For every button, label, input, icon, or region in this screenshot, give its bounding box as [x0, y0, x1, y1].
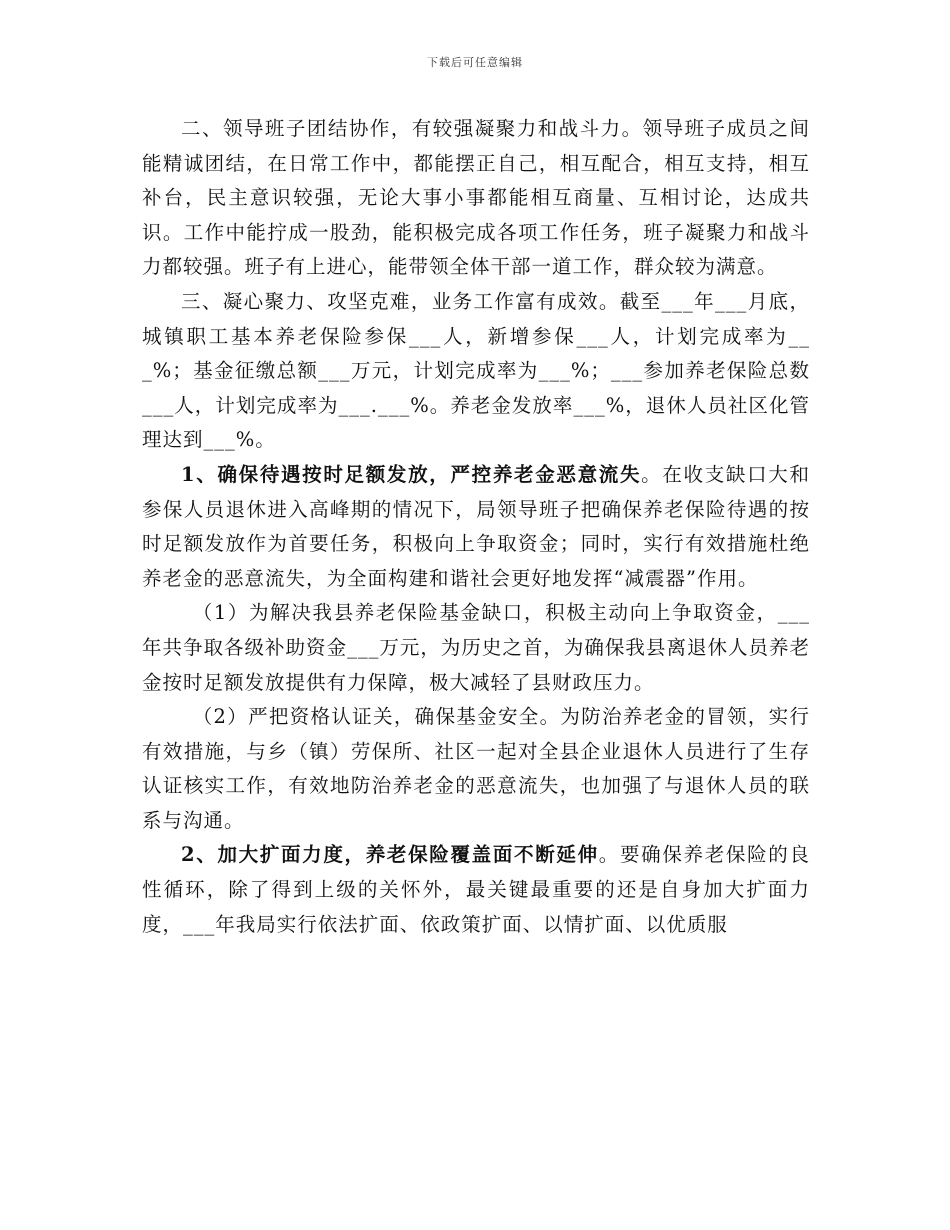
paragraph-pension-payment: [142, 458, 810, 596]
paragraph-business-results: 三、凝心聚力、攻坚克难，业务工作富有成效。截至___年___月底，城镇职工基本养老保险参保___人，新增参保___人，计划完成率为___%；基金征缴总额___万元，计划完成率为___%；___参加养老保险总数___人，计划完成率为___.___%。养老金发放率___%，退休人员社区化管理达到___%。: [142, 289, 810, 452]
paragraph-pension-payment-heading: 1、确保待遇按时足额发放，严控养老金恶意流失: [181, 462, 642, 486]
paragraph-pension-payment-text: 。在收支缺口大和参保人员退休进入高峰期的情况下，局领导班子把确保养老保险待遇的按时足额发放作为首要任务，积极向上争取资金；同时，实行有效措施杜绝养老金的恶意流失，为全面构建和谐社会更好地发挥“减震器”作用。: [142, 462, 810, 590]
document-body: [142, 112, 810, 942]
paragraph-item-2-certification: （2）严把资格认证关，确保基金安全。为防治养老金的冒领，实行有效措施，与乡（镇）劳保所、社区一起对全县企业退休人员进行了生存认证核实工作，有效地防治养老金的恶意流失，也加强了与退休人员的联系与沟通。: [142, 705, 810, 832]
paragraph-leadership-unity: 二、领导班子团结协作，有较强凝聚力和战斗力。领导班子成员之间能精诚团结，在日常工作中，都能摆正自己，相互配合，相互支持，相互补台，民主意识较强，无论大事小事都能相互商量、互相讨论，达成共识。工作中能拧成一股劲，能积极完成各项工作任务，班子凝聚力和战斗力都较强。班子有上进心，能带领全体干部一道工作，群众较为满意。: [142, 117, 810, 279]
paragraph-item-1-funding: （1）为解决我县养老保险基金缺口，积极主动向上争取资金，___年共争取各级补助资金___万元，为历史之首，为确保我县离退休人员养老金按时足额发放提供有力保障，极大减轻了县财政压力。: [142, 601, 810, 694]
paragraph-coverage-expansion-heading: 2、加大扩面力度，养老保险覆盖面不断延伸: [181, 843, 599, 867]
paragraph-coverage-expansion: [142, 838, 810, 942]
paragraph-coverage-expansion-text: 。要确保养老保险的良性循环，除了得到上级的关怀外，最关键最重要的还是自身加大扩面力度，___年我局实行依法扩面、依政策扩面、以情扩面、以优质服: [142, 843, 810, 936]
page-header: 下载后可任意编辑: [427, 56, 523, 69]
